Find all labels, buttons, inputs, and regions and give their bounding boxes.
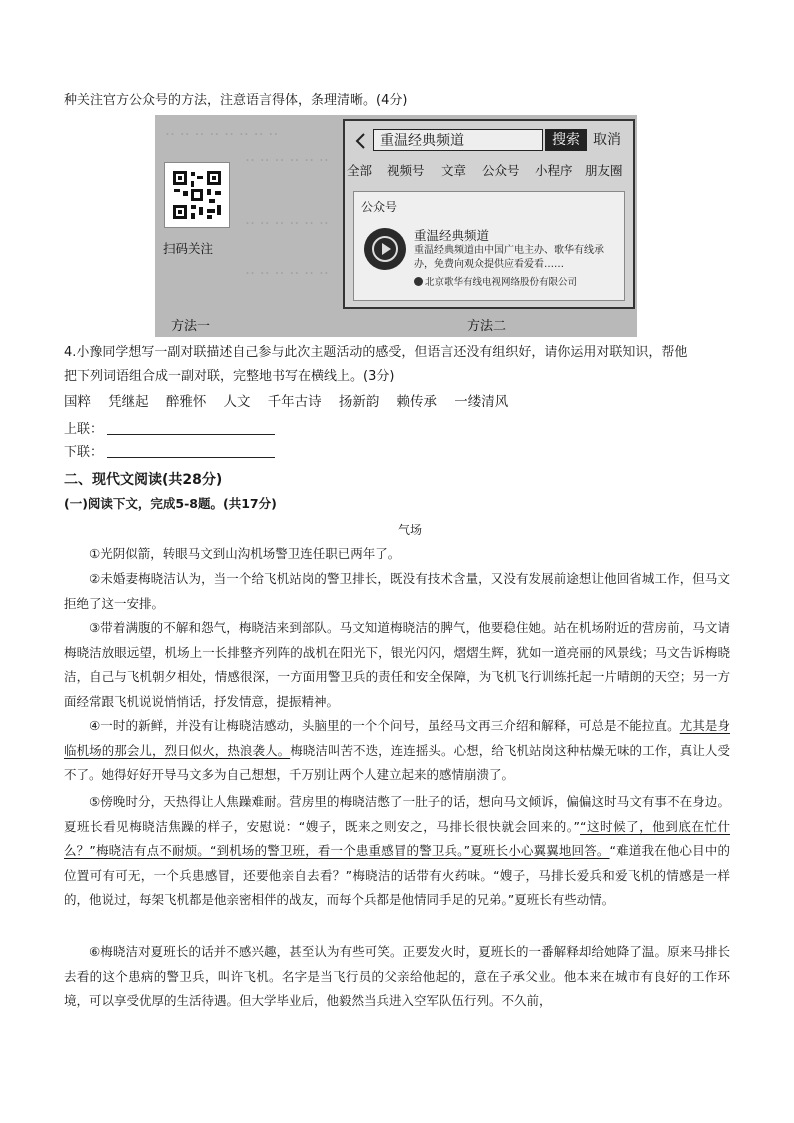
search-button[interactable]: 搜索 — [545, 129, 587, 151]
word: 凭继起 — [108, 394, 149, 410]
qr-code-icon — [171, 169, 223, 221]
word: 人文 — [223, 394, 251, 410]
upper-couplet-label: 上联： — [64, 422, 104, 437]
account-result-card[interactable] — [353, 191, 625, 301]
lower-couplet-label: 下联： — [64, 445, 104, 460]
search-screen — [343, 119, 635, 309]
paragraph-5 — [64, 790, 730, 913]
question-4-prompt: 4.小豫同学想写一副对联描述自己参与此次主题活动的感受，但语言还没有组织好，请你运用对联知识，帮他 — [64, 345, 688, 360]
word: 扬新韵 — [338, 394, 380, 410]
channel-logo-icon — [364, 228, 406, 270]
method-two-label: 方法二 — [467, 319, 507, 334]
method-one-label: 方法一 — [171, 319, 211, 334]
paragraph-4-underlined: 尤其是身临机场的那会儿，烈日似火，热浪袭人。 — [64, 718, 730, 758]
tab-mini-programs[interactable]: 小程序 — [535, 163, 573, 178]
tab-articles[interactable]: 文章 — [441, 163, 467, 178]
paragraph-4-text: ④一时的新鲜，并没有让梅晓洁感动，头脑里的一个个问号，虽经马文再三介绍和解释，可总是不能拉直。 — [89, 718, 680, 733]
search-bar — [345, 127, 633, 155]
word: 一缕清风 — [454, 394, 509, 410]
subsection-heading: (一)阅读下文，完成5-8题。(共17分) — [64, 496, 277, 511]
lower-couplet-row — [64, 443, 275, 463]
method-photo: ‥ ‥ ‥ ‥ ‥ ‥ ‥ ‥ ‥ ‥ ‥ ‥ ‥ ‥ ‥ ‥ ‥ ‥ ‥ ‥ ‥ ‥ ‥ ‥ ‥ ‥ 扫码关注 方法一 方法二 重温经典频道 搜索 取消 全部 视频号 文章 公众号 小程序 朋友圈 公众号 重温经典频道 重温经典频道由中国广电主办、歌华有线承办，免费向观众提供应看爱看…… 北京歌华有线电视网络股份有限公司 — [155, 115, 637, 337]
question-4-prompt-cont: 把下列词语组合成一副对联，完整地书写在横线上。(3分) — [64, 369, 395, 384]
tab-official-accounts[interactable]: 公众号 — [482, 163, 520, 178]
account-description: 重温经典频道由中国广电主办、歌华有线承办，免费向观众提供应看爱看…… — [414, 245, 604, 270]
word-list — [64, 392, 508, 412]
intro-line: 种关注官方公众号的方法，注意语言得体，条理清晰。(4分) — [64, 93, 408, 108]
cancel-button[interactable]: 取消 — [593, 132, 621, 148]
paragraph-6: ⑥梅晓洁对夏班长的话并不感兴趣，甚至认为有些可笑。正要发火时，夏班长的一番解释却给她降了温。原来马排长去看的这个患病的警卫兵，叫许飞机。名字是当飞行员的父亲给他起的，意在子承父业。他本来在城市有良好的工作环境，可以享受优厚的生活待遇。但大学毕业后，他毅然当兵进入空军队伍行列。不久前， — [64, 944, 730, 1008]
account-verify-text: 北京歌华有线电视网络股份有限公司 — [425, 277, 578, 288]
word: 赖传承 — [396, 394, 438, 410]
lower-couplet-answer-line[interactable] — [107, 443, 275, 458]
upper-couplet-row — [64, 420, 275, 440]
paragraph-5-underlined: “这时候了，他到底在忙什么？”梅晓洁有点不耐烦。“到机场的警卫班，看一个患重感冒的警卫兵。”夏班长小心翼翼地回答。 — [64, 818, 730, 858]
article-title: 气场 — [398, 523, 423, 537]
account-verification — [414, 274, 577, 288]
card-title: 公众号 — [361, 200, 398, 214]
paragraph-1: ①光阴似箭，转眼马文到山沟机场警卫连任职已两年了。 — [89, 546, 401, 561]
tab-all[interactable]: 全部 — [347, 163, 373, 178]
paragraph-3: ③带着满腹的不解和怨气，梅晓洁来到部队。马文知道梅晓洁的脾气，他要稳住她。站在机场附近的营房前，马文请梅晓洁放眼远望，机场上一长排整齐列阵的战机在阳光下，银光闪闪，熠熠生辉，犹如一道亮丽的风景线；马文告诉梅晓洁，自己与飞机朝夕相处，情感很深，一方面用警卫兵的责任和安全保障，为飞机飞行训练托起一片晴朗的天空；另一方面经常跟飞机说说悄悄话，抒发情意，提振精神。 — [64, 620, 730, 709]
word: 醉雅怀 — [165, 394, 207, 410]
tab-video[interactable]: 视频号 — [387, 163, 425, 178]
background-print: ‥ ‥ ‥ ‥ ‥ ‥ ‥ ‥ — [165, 121, 279, 139]
tab-moments[interactable]: 朋友圈 — [585, 163, 623, 178]
upper-couplet-answer-line[interactable] — [107, 420, 275, 435]
qr-code-card — [164, 162, 230, 228]
search-input[interactable]: 重温经典频道 — [373, 129, 543, 151]
paragraph-4 — [64, 714, 730, 788]
paragraph-5-text-cont: “难道我在他心目中的位置可有可无，一个兵患感冒，还要他亲自去看？”梅晓洁的话带有火药味。“嫂子，马排长爱兵和爱飞机的情感是一样的，他说过，每架飞机都是他亲密相伴的战友，而每个兵都是他情同手足的兄弟。”夏班长有些动情。 — [64, 843, 730, 907]
verified-icon — [414, 277, 423, 286]
word: 千年古诗 — [267, 394, 322, 410]
paragraph-4-text-cont: 梅晓洁叫苦不迭，连连摇头。心想，给飞机站岗这种枯燥无味的工作，真让人受不了。她得好好开导马文多为自己想想，千万别让两个人建立起来的感情崩溃了。 — [64, 742, 730, 782]
paragraph-5-text: ⑤傍晚时分，天热得让人焦躁难耐。营房里的梅晓洁憋了一肚子的话，想向马文倾诉，偏偏这时马文有事不在身边。夏班长看见梅晓洁焦躁的样子，安慰说：“嫂子，既来之则安之，马排长很快就会回来的。” — [64, 794, 730, 834]
back-chevron-icon[interactable] — [353, 131, 369, 151]
qr-scan-label: 扫码关注 — [163, 241, 214, 256]
filter-tabs — [345, 161, 633, 181]
word: 国粹 — [64, 394, 91, 410]
account-name: 重温经典频道 — [414, 228, 490, 243]
section-heading: 二、现代文阅读(共28分) — [64, 472, 223, 488]
paragraph-2: ②未婚妻梅晓洁认为，当一个给飞机站岗的警卫排长，既没有技术含量，又没有发展前途想让他回省城工作，但马文拒绝了这一安排。 — [64, 571, 730, 611]
